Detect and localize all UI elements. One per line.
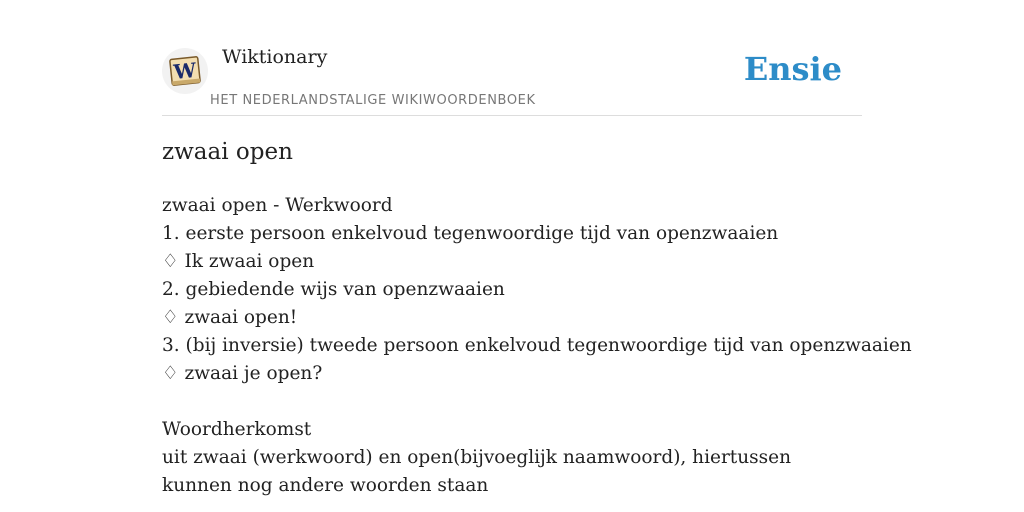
site-name[interactable]: Wiktionary [222,46,328,68]
wiktionary-logo[interactable] [162,48,208,94]
etymology-text: uit zwaai (werkwoord) en open(bijvoeglijk naamwoord), hiertussen kunnen nog andere woorden staan [162,447,791,496]
site-header [162,40,862,116]
definition-line: 1. eerste persoon enkelvoud tegenwoordige tijd van openzwaaien [162,223,779,244]
example-line: ♢ zwaai je open? [162,363,323,384]
etymology-heading: Woordherkomst [162,419,312,440]
svg-text:W: W [172,57,198,85]
definition-line: 2. gebiedende wijs van openzwaaien [162,279,505,300]
example-line: ♢ zwaai open! [162,307,298,328]
page-title: zwaai open [162,139,293,165]
site-tagline: HET NEDERLANDSTALIGE WIKIWOORDENBOEK [210,93,536,108]
definition-line: 3. (bij inversie) tweede persoon enkelvoud tegenwoordige tijd van openzwaaien [162,335,912,356]
wiktionary-logo-icon [168,54,202,88]
ensie-logo[interactable]: Ensie [743,50,842,88]
definition-heading: zwaai open - Werkwoord [162,195,393,216]
example-line: ♢ Ik zwaai open [162,251,315,272]
spacer [162,388,862,416]
entry-content [162,192,912,500]
